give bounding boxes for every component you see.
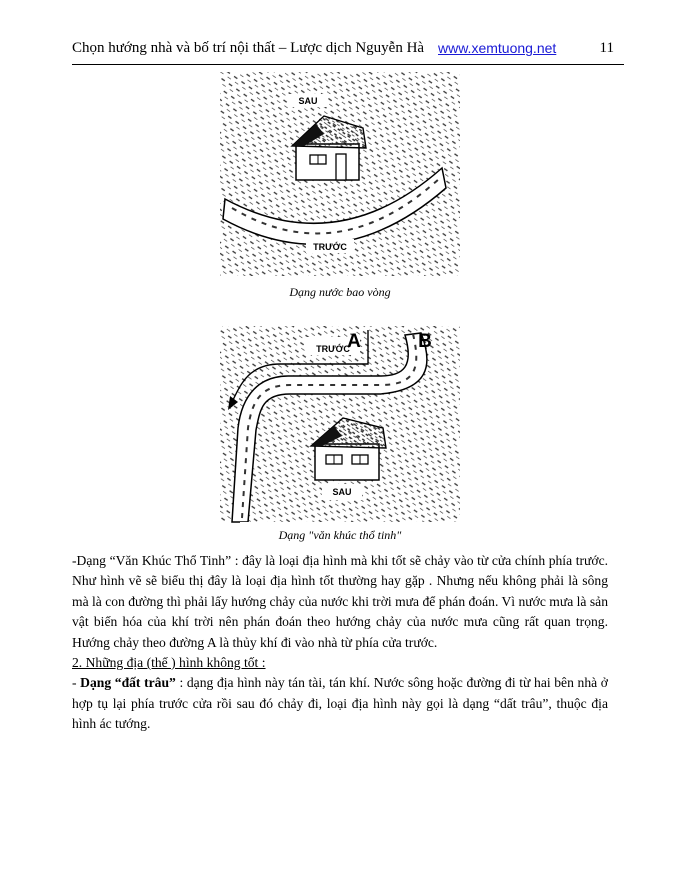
header-rule [72, 64, 624, 65]
marker-b: B [418, 331, 432, 352]
bottom-back-label: SAU [332, 487, 352, 497]
website-link[interactable]: www.xemtuong.net [438, 40, 557, 56]
paragraph-dat-trau: - Dạng “đất trâu” : dạng địa hình này tán tài, tán khí. Nước sông hoặc đường đi từ hai bên nhà ở hợp tụ lại phía trước cửa rồi sau đó chảy đi, loại địa hình này gọi là dạng “dất trâu”, thuộc địa hình ác tướng. [72, 675, 608, 732]
page-header [72, 40, 614, 62]
bottom-front-label: TRƯỚC [316, 344, 350, 354]
terrain-figure [220, 72, 460, 546]
term-dat-trau: Dạng “đất trâu” [80, 675, 176, 691]
top-diagram [220, 72, 460, 302]
paragraph-van-khuc: -Dạng “Văn Khúc Thổ Tinh” : đây là loại địa hình mà khi tốt sẽ chảy vào từ cửa chính phía trước. Như hình vẽ sẽ biểu thị đây là loại địa hình tốt thường hay gặp . Nhưng nếu không phải là sông mà là con đường thì phải lấy hướng chảy của nước khi trời mưa để phán đoán. Vì nước mưa là sản vật biến hóa của khí trời nên phán đoán theo hướng chảy của nước mưa cũng rất quan trọng. Hướng chảy theo đường A là thủy khí đi vào nhà từ phía cửa trước. [72, 553, 608, 650]
page-number: 11 [599, 40, 614, 56]
document-title: Chọn hướng nhà và bố trí nội thất – Lược dịch Nguyễn Hà [72, 40, 425, 56]
bottom-diagram [220, 326, 460, 546]
top-caption: Dạng nước bao vòng [289, 285, 391, 299]
marker-a: A [347, 331, 361, 352]
body-text [72, 551, 608, 735]
section-heading: 2. Những địa (thế ) hình không tốt : [72, 655, 266, 671]
top-front-label: TRƯỚC [313, 242, 347, 252]
top-back-label: SAU [298, 96, 318, 106]
bottom-caption: Dạng "văn khúc thổ tinh" [278, 528, 402, 542]
paragraph-dat-trau-text: : dạng địa hình này tán tài, tán khí. Nước sông hoặc đường đi từ hai bên nhà ở hợp tụ lại phía trước cửa rồi sau đó chảy đi, loại địa hình này gọi là dạng “dất trâu”, thuộc địa hình ác tướng. [72, 675, 608, 732]
